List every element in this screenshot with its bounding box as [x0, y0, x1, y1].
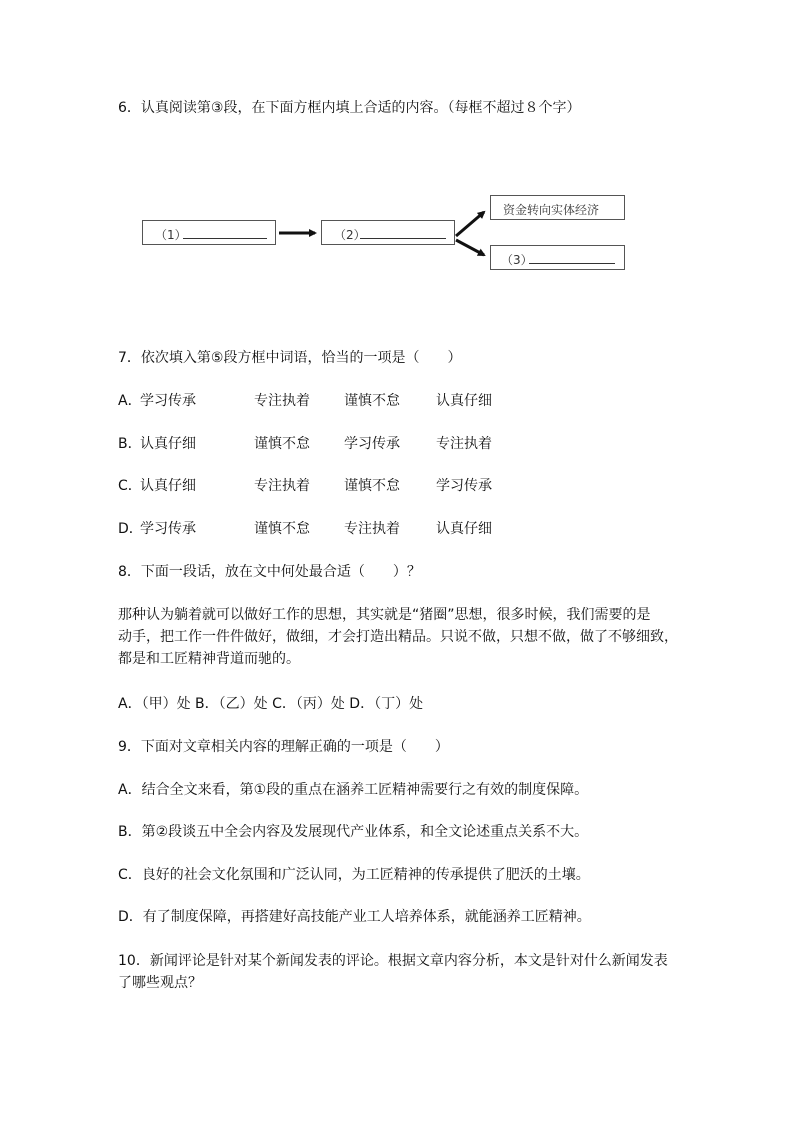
q10-line: 10．新闻评论是针对某个新闻发表的评论。根据文章内容分析，本文是针对什么新闻发表: [118, 953, 668, 969]
q7-option-letter: C．: [118, 478, 142, 494]
q7-option-word: 认真仔细: [436, 393, 492, 409]
q7-option-letter: D．: [118, 521, 143, 537]
q8-passage: [118, 604, 678, 670]
q7-option-word: 谨慎不怠: [254, 436, 310, 452]
q7-option-a[interactable]: [118, 391, 492, 411]
q7-option-word: 学习传承: [344, 436, 400, 452]
q8-passage-line: 都是和工匠精神背道而驰的。: [118, 651, 300, 667]
arrow-2-to-top: [456, 212, 484, 236]
q7-option-word: 学习传承: [140, 521, 196, 537]
q7-question: 7．依次填入第⑤段方框中词语，恰当的一项是（ ）: [118, 350, 462, 366]
q7-option-word: 谨慎不怠: [254, 521, 310, 537]
q7-option-word: 专注执着: [344, 521, 400, 537]
q7-option-letter: A．: [118, 393, 142, 409]
q7-option-word: 认真仔细: [140, 436, 196, 452]
q8-options[interactable]: A．（甲）处 B．（乙）处 C．（丙）处 D．（丁）处: [118, 696, 424, 712]
arrow-2-to-3: [456, 240, 484, 255]
q6-diagram: [0, 0, 794, 300]
q7-option-word: 谨慎不怠: [344, 478, 400, 494]
box-3-label: （3）: [501, 253, 533, 267]
q9-option-d[interactable]: D．有了制度保障，再搭建好高技能产业工人培养体系，就能涵养工匠精神。: [118, 909, 591, 925]
q9-question: 9．下面对文章相关内容的理解正确的一项是（ ）: [118, 739, 449, 755]
q7-option-word: 专注执着: [254, 478, 310, 494]
diagram-arrows: [0, 0, 794, 300]
box-2-label: （2）: [334, 228, 366, 242]
q7-option-word: 学习传承: [436, 478, 492, 494]
q7-option-word: 认真仔细: [140, 478, 196, 494]
q10-line: 了哪些观点？: [118, 975, 202, 991]
q10-question: [118, 950, 678, 994]
box-1-label: （1）: [155, 228, 187, 242]
q8-passage-line: 那种认为躺着就可以做好工作的思想，其实就是“猪圈”思想，很多时候，我们需要的是: [118, 607, 651, 623]
q8-question: 8．下面一段话，放在文中何处最合适（ ）？: [118, 564, 421, 580]
q9-option-b[interactable]: B．第②段谈五中全会内容及发展现代产业体系，和全文论述重点关系不大。: [118, 824, 589, 840]
q9-option-a[interactable]: A．结合全文来看，第①段的重点在涵养工匠精神需要行之有效的制度保障。: [118, 782, 589, 798]
q6-question: 6．认真阅读第③段，在下面方框内填上合适的内容。（每框不超过８个字）: [118, 100, 581, 116]
box-top-text: 资金转向实体经济: [503, 203, 600, 217]
q7-option-word: 学习传承: [140, 393, 196, 409]
q9-option-c[interactable]: C．良好的社会文化氛围和广泛认同，为工匠精神的传承提供了肥沃的土壤。: [118, 867, 590, 883]
q7-option-word: 专注执着: [436, 436, 492, 452]
q7-option-word: 谨慎不怠: [344, 393, 400, 409]
q7-option-word: 专注执着: [254, 393, 310, 409]
q7-option-c[interactable]: [118, 476, 492, 496]
q7-option-word: 认真仔细: [436, 521, 492, 537]
q8-passage-line: 动手，把工作一件件做好，做细，才会打造出精品。只说不做，只想不做，做了不够细致，: [118, 629, 678, 645]
q7-option-d[interactable]: [118, 519, 492, 539]
q7-option-b[interactable]: [118, 434, 492, 454]
q7-option-letter: B．: [118, 436, 142, 452]
